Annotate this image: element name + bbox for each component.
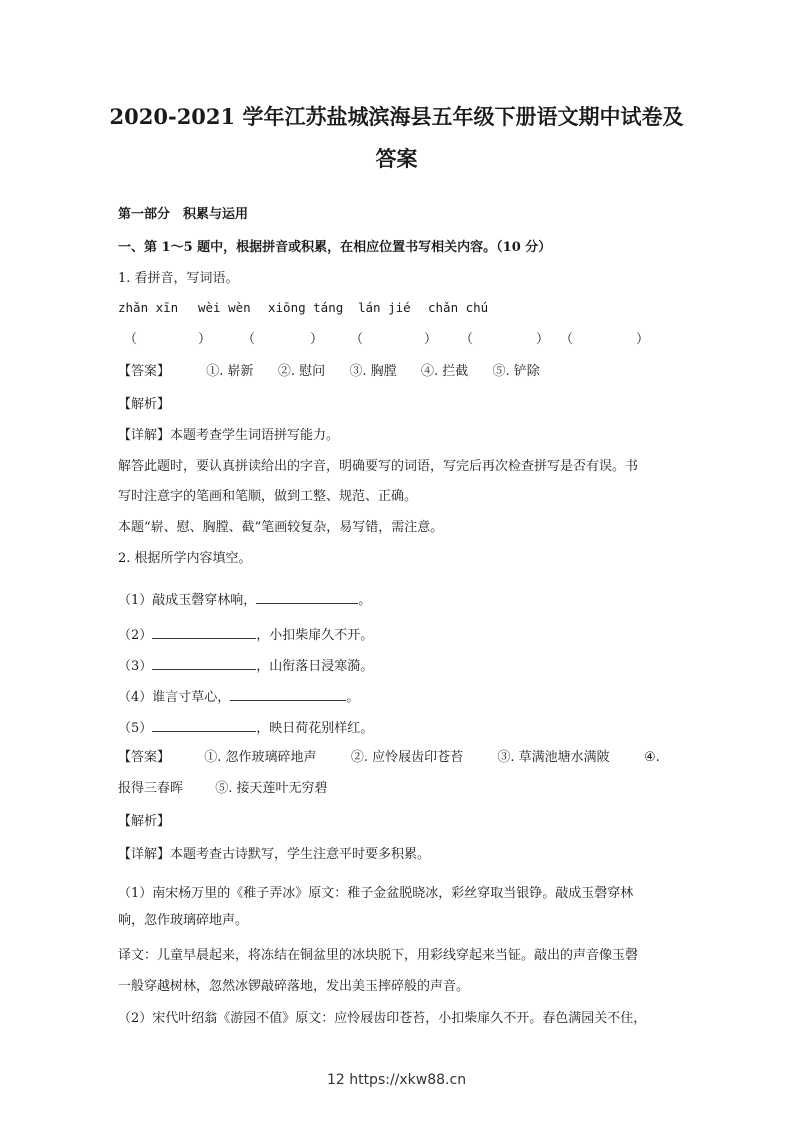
fill-blank-item: （1）敲成玉磬穿林响， 。 (118, 593, 372, 608)
paragraph-text: 译文：儿童早晨起来，将冻结在铜盆里的冰块脱下，用彩线穿起来当钲。敲出的声音像玉磬 (118, 948, 639, 963)
answer-item: ②. 应怜屐齿印苍苔 (350, 750, 464, 765)
pinyin-item: xiōng táng (268, 300, 344, 315)
answer-item: ③. 胸膛 (349, 364, 397, 379)
part-heading: 第一部分 积累与运用 (118, 207, 249, 222)
answer-item: ①. 忽作玻璃碎地声 (204, 750, 317, 765)
answer-item: ③. 草满池塘水满陂 (497, 750, 610, 765)
fill-blank-item: （2） ，小扣柴扉久不开。 (118, 628, 374, 643)
detail-text: 【详解】本题考查学生词语拼写能力。 (118, 428, 340, 443)
paragraph-text: 一般穿越树林，忽然冰锣敲碎落地，发出美玉摔碎般的声音。 (118, 979, 470, 994)
answer-label: 【答案】 (118, 364, 171, 379)
question-2-answer-line2 (118, 782, 328, 795)
analysis-label: 【解析】 (118, 814, 171, 829)
paragraph-text: （1）南宋杨万里的《稚子弄冰》原文：稚子金盆脱晓冰，彩丝穿取当银铮。敲成玉磬穿林 (118, 886, 634, 901)
detail-text: 【详解】本题考查古诗默写，学生注意平时要多积累。 (118, 847, 431, 862)
analysis-label: 【解析】 (118, 397, 171, 412)
document-title-line2: 答案 (375, 146, 418, 171)
pinyin-item: zhǎn xīn (118, 300, 179, 315)
fill-blank-item: （3） ，山衔落日浸寒漪。 (118, 659, 374, 674)
answer-item: ⑤. 铲除 (492, 364, 540, 379)
pinyin-item: wèi wèn (198, 300, 251, 315)
question-2-prompt: 2. 根据所学内容填空。 (118, 551, 252, 566)
paragraph-text: 解答此题时，要认真拼读给出的字音，明确要写的词语，写完后再次检查拼写是否有误。书 (118, 459, 639, 474)
fill-blank-item: （4）谁言寸草心， 。 (118, 690, 360, 705)
page-footer: 12 https://xkw88.cn (326, 1072, 467, 1088)
answer-item: ①. 崭新 (206, 364, 254, 379)
pinyin-item: lán jié (358, 300, 411, 315)
answer-parentheses-row: （ ） （ ） （ ） （ ） （ ） (124, 332, 650, 347)
answer-item: ②. 慰问 (277, 364, 326, 379)
answer-item: ④. (643, 750, 660, 765)
section-heading: 一、第 1～5 题中，根据拼音或积累，在相应位置书写相关内容。（10 分） (118, 240, 552, 255)
answer-item: ④. 拦截 (420, 364, 469, 379)
paragraph-text: 写时注意字的笔画和笔顺，做到工整、规范、正确。 (118, 489, 418, 504)
fill-blank-item: （5） ，映日荷花别样红。 (118, 721, 374, 736)
question-1-answer (118, 365, 540, 378)
document-title-line1: 2020-2021 学年江苏盐城滨海县五年级下册语文期中试卷及 (109, 104, 684, 129)
question-2-answer-line1 (118, 751, 660, 764)
question-1-prompt: 1. 看拼音，写词语。 (118, 271, 239, 286)
answer-item: 报得三春晖 (118, 781, 184, 796)
paragraph-text: 本题“崭、慰、胸膛、截”笔画较复杂，易写错，需注意。 (118, 520, 444, 535)
answer-item: ⑤. 接天莲叶无穷碧 (215, 781, 328, 796)
pinyin-item: chǎn chú (428, 300, 489, 315)
answer-label: 【答案】 (118, 750, 171, 765)
paragraph-text: （2）宋代叶绍翁《游园不值》原文：应怜屐齿印苍苔，小扣柴扉久不开。春色满园关不住， (118, 1011, 647, 1026)
paragraph-text: 响，忽作玻璃碎地声。 (118, 913, 249, 928)
